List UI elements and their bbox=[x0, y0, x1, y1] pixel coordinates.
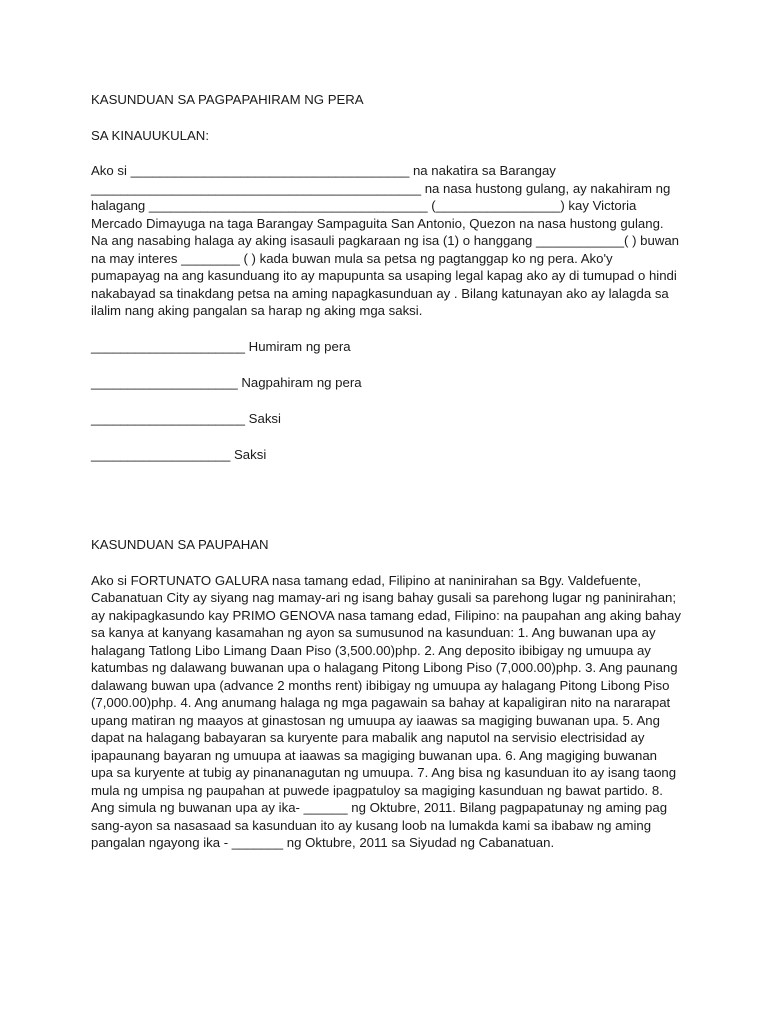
signature-line-witness-1: _____________________ Saksi bbox=[91, 410, 281, 426]
lease-agreement-body: Ako si FORTUNATO GALURA nasa tamang edad, Filipino at naninirahan sa Bgy. Valdefuente, Cabanatuan City ay siyang nag mamay-ari ng isang bahay gusali sa parehong lugar ng paninirahan; ay nakipagkasundo kay PRIMO GENOVA nasa tamang edad, Filipino: na paupahan ang aking bahay sa kanya at kanyang kasamahan ng ayon sa sumusunod na kasunduan: 1. Ang buwanan upa ay halagang Tatlong Libo Limang Daan Piso (3,500.00)php. 2. Ang deposito ibibigay ng umuupa ay katumbas ng dalawang buwanan upa o halagang Pitong Libong Piso (7,000.00)php. 3. Ang paunang dalawang buwan upa (advance 2 months rent) ibibigay ng umuupa ay halagang Pitong Libong Piso (7,000.00)php. 4. Ang anumang halaga ng mga pagawain sa bahay at kapaligiran nito na nararapat upang matiran ng maayos at ginastosan ng umuupa ay iaawas sa magiging buwanan upa. 5. Ang dapat na halagang babayaran sa kuryente para mabalik ang naputol na servisio electrisidad ay ipapaunang bayaran ng umuupa at iaawas sa magiging buwanan upa. 6. Ang magiging buwanan upa sa kuryente at tubig ay pinananagutan ng umuupa. 7. Ang bisa ng kasunduan ito ay isang taong mula ng umpisa ng paupahan at puwede ipagpatuloy sa magiging kasunduan ng bawat partido. 8. Ang simula ng buwanan upa ay ika- ______ ng Oktubre, 2011. Bilang pagpapatunay ng aming pag sang-ayon sa nasasaad sa kasunduan ito ay kusang loob na lumakda kami sa ibabaw ng aming pangalan ngayong ika - _______ ng Oktubre, 2011 sa Siyudad ng Cabanatuan. bbox=[91, 572, 681, 850]
signature-line-borrower: _____________________ Humiram ng pera bbox=[91, 338, 351, 354]
loan-agreement-body: Ako si ______________________________________ na nakatira sa Barangay _____________________________________________ na nasa hustong gulang, ay nakahiram ng halagang ______________________________________ (_________________) kay Victoria Mercado Dimayuga na taga Barangay Sampaguita San Antonio, Quezon na nasa hustong gulang. Na ang nasabing halaga ay aking isasauli pagkaraan ng isa (1) o hanggang ____________( ) buwan na may interes ________ ( ) kada buwan mula sa petsa ng pagtanggap ko ng pera. Ako'y pumapayag na ang kasunduang ito ay mapupunta sa usaping legal kapag ako ay di tumupad o hindi nakabayad sa tinakdang petsa na aming napagkasunduan ay . Bilang katunayan ako ay lalagda sa ilalim nang aking pangalan sa harap ng aking mga saksi. bbox=[91, 163, 680, 318]
signature-line-witness-2: ___________________ Saksi bbox=[91, 446, 267, 462]
lease-agreement-title: KASUNDUAN SA PAUPAHAN bbox=[91, 537, 269, 552]
salutation: SA KINAUUKULAN: bbox=[91, 127, 209, 143]
document-content bbox=[91, 91, 681, 852]
loan-agreement-title: KASUNDUAN SA PAGPAPAHIRAM NG PERA bbox=[91, 92, 364, 107]
signature-line-lender: ____________________ Nagpahiram ng pera bbox=[91, 374, 362, 390]
